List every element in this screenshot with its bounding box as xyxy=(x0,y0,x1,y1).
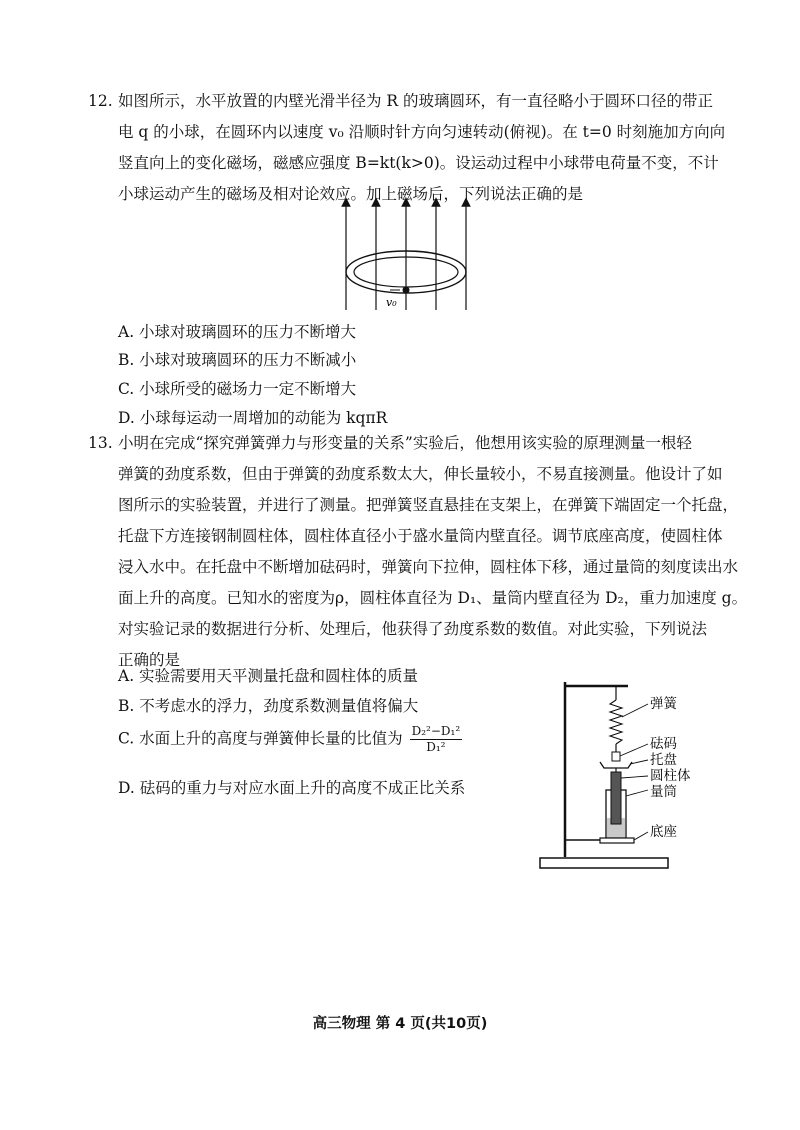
option-d: D. 小球每运动一周增加的动能为 kqπR xyxy=(118,409,388,427)
label-tray: 托盘 xyxy=(650,752,677,768)
question-text-line: 如图所示，水平放置的内壁光滑半径为 R 的玻璃圆环，有一直径略小于圆环口径的带正 xyxy=(118,92,714,110)
spring-apparatus-figure xyxy=(530,672,690,887)
label-base: 底座 xyxy=(650,824,677,840)
option-c: C. 小球所受的磁场力一定不断增大 xyxy=(118,380,357,398)
option-b: B. 小球对玻璃圆环的压力不断减小 xyxy=(118,351,357,369)
question-number: 12. xyxy=(88,92,113,110)
ratio-fraction xyxy=(410,724,463,755)
question-text-line: 托盘下方连接钢制圆柱体，圆柱体直径小于盛水量筒内壁直径。调节底座高度，使圆柱体 xyxy=(118,527,723,545)
question-text-line: 竖直向上的变化磁场，磁感应强度 B=kt(k>0)。设运动过程中小球带电荷量不变，不计 xyxy=(118,154,719,172)
label-cylinder: 圆柱体 xyxy=(650,768,690,784)
question-number: 13. xyxy=(88,434,113,452)
fraction-denominator: D₁² xyxy=(426,740,446,754)
question-text-line: 弹簧的劲度系数，但由于弹簧的劲度系数太大，伸长量较小，不易直接测量。他设计了如 xyxy=(118,465,723,483)
option-c-text: C. 水面上升的高度与弹簧伸长量的比值为 xyxy=(118,729,403,748)
ring-magnetic-field-figure xyxy=(330,192,480,317)
page-footer: 高三物理 第 4 页(共10页) xyxy=(312,1016,488,1032)
question-text-line: 电 q 的小球，在圆环内以速度 v₀ 沿顺时针方向匀速转动(俯视)。在 t=0 时刻施加方向向 xyxy=(118,123,726,141)
question-text-line: 图所示的实验装置，并进行了测量。把弹簧竖直悬挂在支架上，在弹簧下端固定一个托盘， xyxy=(118,496,739,514)
question-text-line: 对实验记录的数据进行分析、处理后，他获得了劲度系数的数值。对此实验，下列说法 xyxy=(118,620,708,638)
tray xyxy=(600,762,632,768)
question-text-line: 正确的是 xyxy=(118,651,181,669)
fraction-numerator: D₂²−D₁² xyxy=(411,724,461,738)
option-a: A. 小球对玻璃圆环的压力不断增大 xyxy=(118,323,357,341)
question-text-line: 小球运动产生的磁场及相对论效应。加上磁场后，下列说法正确的是 xyxy=(118,185,584,203)
question-13 xyxy=(88,428,748,676)
option-a: A. 实验需要用天平测量托盘和圆柱体的质量 xyxy=(118,667,419,685)
question-text-line: 面上升的高度。已知水的密度为ρ，圆柱体直径为 D₁、量筒内壁直径为 D₂，重力加速度 g。 xyxy=(118,589,748,607)
option-d: D. 砝码的重力与对应水面上升的高度不成正比关系 xyxy=(118,779,466,797)
base-platform xyxy=(600,838,634,843)
question-text-line: 浸入水中。在托盘中不断增加砝码时，弹簧向下拉伸，圆柱体下移，通过量筒的刻度读出水 xyxy=(118,558,739,576)
steel-cylinder xyxy=(611,772,621,824)
option-c xyxy=(118,724,462,755)
stand-foot xyxy=(540,858,668,868)
label-spring: 弹簧 xyxy=(650,696,677,712)
label-weight: 砝码 xyxy=(650,736,677,752)
label-measuring-cylinder: 量筒 xyxy=(650,784,677,800)
spring xyxy=(610,700,622,744)
velocity-label: v₀ xyxy=(386,296,397,309)
field-lines xyxy=(346,202,466,310)
weight-block xyxy=(612,752,620,761)
charged-ball xyxy=(403,287,410,294)
question-text-line: 小明在完成“探究弹簧弹力与形变量的关系”实验后，他想用该实验的原理测量一根轻 xyxy=(118,434,692,452)
option-b: B. 不考虑水的浮力，劲度系数测量值将偏大 xyxy=(118,697,419,715)
